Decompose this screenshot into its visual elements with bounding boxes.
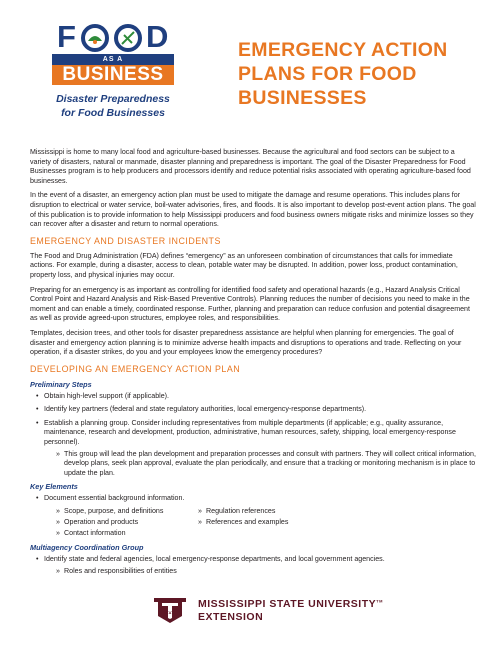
main-content <box>30 148 476 580</box>
footer-tm: TM <box>376 598 383 604</box>
footer-msu-extension-logo <box>150 596 383 630</box>
logo-as-a: AS A <box>52 54 174 65</box>
subheading-key-elements: Key Elements <box>30 482 78 492</box>
msu-shield-icon <box>150 596 190 624</box>
subheading-preliminary-steps: Preliminary Steps <box>30 379 92 389</box>
sub-list <box>56 450 476 479</box>
logo-letter-d: D <box>146 19 168 54</box>
intro-paragraph-2: In the event of a disaster, an emergency action plan must be used to mitigate the damage and resume operations. This includes plans for disruption to electrical or water service, boil-water advisories, fires, and floods. It is also important to develop post-event action plans. The goal of this publication is to provide information to help Mississippi producers and food business owners mitigate risks and minimize losses so they can recover after a disaster and return to normal operations. <box>30 191 476 229</box>
food-as-a-business-logo <box>52 19 174 122</box>
intro-paragraph-1: Mississippi is home to many local food and agriculture-based businesses. Because the agricultural and food sectors can be subject to a variety of disasters, natural or manmade, disaster planning and preparedness is important. The goal of the Disaster Preparedness for Food Businesses program is to help producers and processors identify and reduce potential risks associated with operating agriculture-based food businesses. <box>30 148 471 185</box>
logo-food-icons <box>79 24 145 52</box>
section1-paragraph-2: Preparing for an emergency is as important as controlling for identified food safety and operational hazards (e.g., Hazard Analysis Critical Control Point and Hazard Analysis and Risk-Based Preventive Controls). Planning reduces the number of decisions you need to make in the moment and can enable a timely, coordinated response. Further, planning and preparation can reduce confusion and potential disagreement as well as provide agreed-upon structures, employee roles, and responsibilities. <box>30 285 470 323</box>
list-item: • Obtain high-level support (if applicable). <box>36 392 476 402</box>
logo-tagline-line1: Disaster Preparedness <box>56 93 170 105</box>
section-heading-developing-plan: DEVELOPING AN EMERGENCY ACTION PLAN <box>30 363 241 374</box>
list-item: • Identify key partners (federal and state regulatory authorities, local emergency-response departments). <box>36 405 476 415</box>
sub-list-item: » Contact information <box>56 528 198 538</box>
preliminary-steps-list <box>36 392 476 479</box>
list-item-text: Establish a planning group. Consider including representatives from multiple departments (if applicable; e.g., quality assurance, maintenance, research and development, production, administrative, human resources, safety, shipping, local emergency-response personnel). <box>44 418 456 447</box>
logo-letter-f: F <box>57 19 75 54</box>
sub-list-item: » Scope, purpose, and definitions <box>56 506 198 516</box>
sub-list <box>56 567 476 577</box>
sub-list-item: » References and examples <box>198 517 288 527</box>
section-heading-emergency-incidents: EMERGENCY AND DISASTER INCIDENTS <box>30 235 221 246</box>
header <box>0 0 502 140</box>
key-elements-column-2 <box>198 506 288 539</box>
logo-business: BUSINESS <box>52 65 174 85</box>
logo-wordmark-food <box>52 19 174 54</box>
footer-extension: EXTENSION <box>198 611 264 623</box>
list-item <box>36 555 476 576</box>
section1-paragraph-1: The Food and Drug Administration (FDA) defines “emergency” as an unforeseen combination of circumstances that calls for immediate actions. For example, during a disaster, access to clean, potable water may be disrupted. In addition, power loss, product contamination, property loss, and physical injuries may occur. <box>30 251 458 279</box>
key-elements-column-1 <box>56 506 198 539</box>
key-elements-list <box>36 494 476 539</box>
sub-list-item: » This group will lead the plan development and preparation processes and consult with partners. They will collect critical information, develop plans, seek plan approval, evaluate the plan periodically, and ensure that a tracking or monitoring mechanism is in place to update the plan. <box>56 450 476 479</box>
section1-paragraph-3: Templates, decision trees, and other tools for disaster preparedness assistance are helpful when planning for emergencies. The goal of disaster and emergency action planning is to minimize adverse health impacts and disruptions to operations and trade. Reflecting on your operation, if a disaster strikes, do you and your employees know the emergency procedures? <box>30 328 462 357</box>
sub-list-item: » Roles and responsibilities of entities <box>56 567 476 577</box>
key-elements-columns <box>56 506 476 539</box>
footer-university-name <box>198 598 383 610</box>
sub-list-item: » Regulation references <box>198 506 288 516</box>
multiagency-list <box>36 555 476 576</box>
footer-university-text: MISSISSIPPI STATE UNIVERSITY <box>198 598 377 610</box>
list-item-text: Identify state and federal agencies, local emergency-response departments, and local government agencies. <box>44 555 385 564</box>
page-title: EMERGENCY ACTION PLANS FOR FOOD BUSINESSES <box>238 39 448 109</box>
subheading-multiagency-group: Multiagency Coordination Group <box>30 543 144 553</box>
shield-text: STATE <box>163 610 177 615</box>
list-item-text: Document essential background information. <box>44 494 185 503</box>
sub-list-item: » Operation and products <box>56 517 198 527</box>
list-item <box>36 494 476 539</box>
logo-tagline-line2: for Food Businesses <box>61 107 165 119</box>
list-item <box>36 419 476 479</box>
